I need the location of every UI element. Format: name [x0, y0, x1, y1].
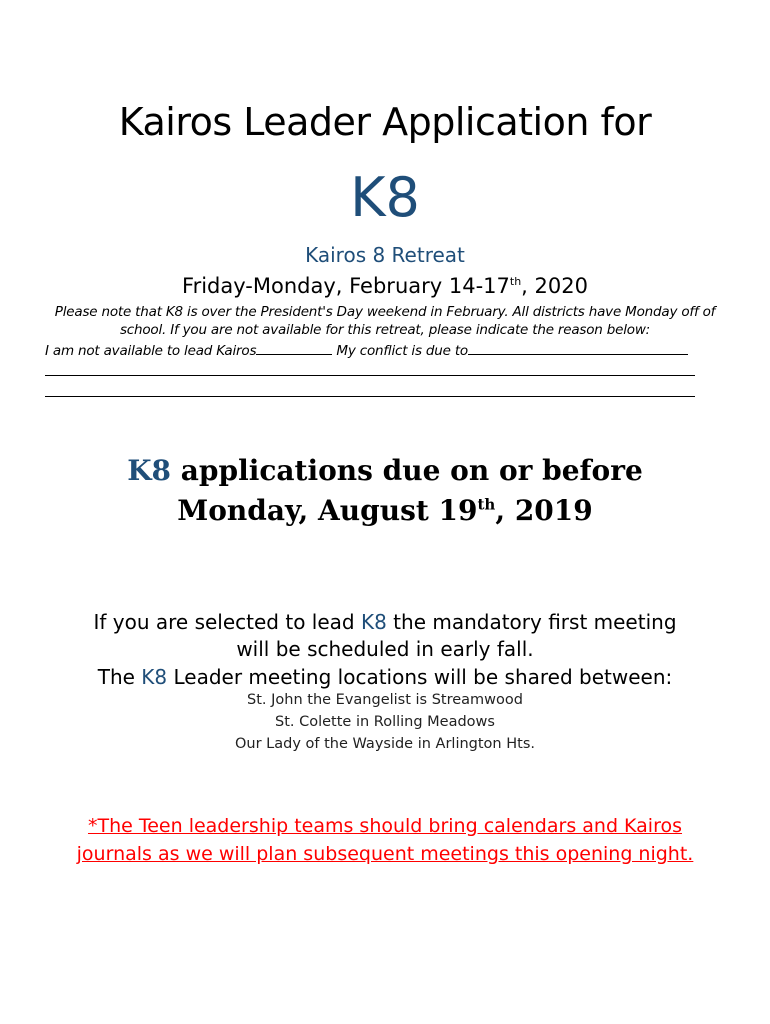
selection-text-b: the mandatory first meeting [386, 610, 677, 634]
selection-text-a: If you are selected to lead [93, 610, 361, 634]
reason-line-1[interactable] [45, 375, 695, 376]
program-title: K8 [350, 166, 420, 229]
selection-k8-a: K8 [360, 610, 387, 634]
note-line-2: school. If you are not available for this retreat, please indicate the reason below: [119, 322, 651, 338]
reason-line-2[interactable] [45, 396, 695, 397]
reminder-line-1: *The Teen leadership teams should bring calendars and Kairos [87, 815, 683, 837]
selection-text-c: The [97, 665, 142, 689]
due-k8: K8 [127, 454, 172, 487]
location-item: St. Colette in Rolling Meadows [275, 714, 495, 730]
retreat-dates-year: , 2020 [521, 274, 588, 298]
due-line-2 [0, 494, 770, 527]
selection-line-1 [0, 610, 770, 634]
selection-line-3 [0, 665, 770, 689]
due-line-1 [0, 454, 770, 487]
retreat-dates-main: Friday-Monday, February 14-17 [182, 274, 510, 298]
unavailable-blank[interactable] [256, 340, 332, 355]
retreat-dates-sup: th [509, 275, 522, 288]
retreat-dates [0, 274, 770, 298]
location-item: St. John the Evangelist is Streamwood [247, 692, 523, 708]
note-line-1: Please note that K8 is over the President's Day weekend in February. All districts have Monday off of [54, 304, 716, 320]
availability-line [45, 340, 705, 359]
conflict-label: My conflict is due to [336, 343, 468, 359]
selection-text-d: Leader meeting locations will be shared between: [167, 665, 673, 689]
due-date-year: , 2019 [495, 494, 593, 527]
page-title: Kairos Leader Application for [118, 100, 652, 144]
location-item: Our Lady of the Wayside in Arlington Hts. [235, 736, 535, 752]
unavailable-label: I am not available to lead Kairos [45, 343, 257, 359]
due-date-main: Monday, August 19 [177, 494, 478, 527]
reminder-line-2: journals as we will plan subsequent meetings this opening night. [76, 843, 694, 865]
due-date-sup: th [477, 495, 496, 514]
due-line-1-text: applications due on or before [171, 454, 643, 487]
selection-k8-b: K8 [141, 665, 168, 689]
conflict-blank[interactable] [468, 340, 688, 355]
retreat-name: Kairos 8 Retreat [305, 243, 465, 267]
selection-line-2: will be scheduled in early fall. [236, 637, 534, 661]
